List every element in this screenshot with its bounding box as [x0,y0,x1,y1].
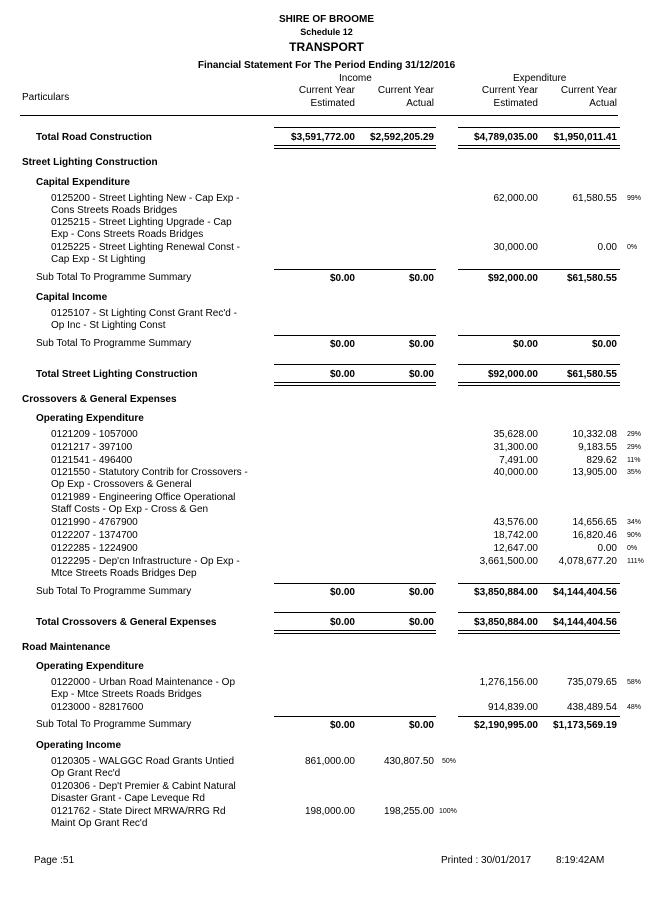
total-road-income-top-rule [274,127,436,128]
subtotal-income-actual: $0.00 [408,587,434,598]
line-item-expenditure-estimated: 35,628.00 [493,429,538,440]
line-item-label: Staff Costs - Op Exp - Cross & Gen [51,504,209,515]
subtotal-income-estimated: $0.00 [329,339,355,350]
header-divider [20,115,618,116]
line-item-label: Cap Exp - St Lighting [51,254,146,265]
total-income-top-rule [274,364,436,365]
line-item-label: Op Grant Rec'd [51,768,121,779]
total-income-double-rule [274,630,436,634]
total-expenditure-actual: $61,580.55 [566,369,617,380]
line-item-percent: 111% [627,558,644,565]
line-item-label: 0121541 - 496400 [51,455,133,466]
line-item-percent: 35% [627,469,642,476]
line-item-expenditure-actual: 14,656.65 [572,517,617,528]
line-item-label: 0125200 - Street Lighting New - Cap Exp - [51,193,240,204]
line-item-percent: 50% [442,758,457,765]
particulars-header: Particulars [22,92,70,103]
road-maintenance-opex-title: Operating Expenditure [36,661,144,672]
subtotal-expenditure-actual: $1,173,569.19 [553,720,617,731]
expenditure-group-label: Expenditure [513,73,567,84]
total-income-actual: $0.00 [408,617,434,628]
page-number: Page :51 [34,855,75,866]
line-item-expenditure-actual: 0.00 [597,543,617,554]
line-item-income-actual: 198,255.00 [383,806,434,817]
line-item-income-actual: 430,807.50 [383,756,434,767]
street-lighting-capex-title: Capital Expenditure [36,177,130,188]
line-item-percent: 99% [627,195,642,202]
line-item-label: Op Exp - Crossovers & General [51,479,192,490]
subtotal-income-estimated: $0.00 [329,273,355,284]
line-item-label: Disaster Grant - Cape Leveque Rd [51,793,205,804]
line-item-label: 0122000 - Urban Road Maintenance - Op [51,677,236,688]
line-item-percent: 58% [627,679,642,686]
line-item-percent: 100% [439,808,457,815]
subtotal-label: Sub Total To Programme Summary [36,719,192,730]
total-road-expenditure-double-rule [458,145,620,149]
income-actual-header-l1: Current Year [377,85,434,96]
subtotal-expenditure-estimated: $92,000.00 [487,273,538,284]
line-item-expenditure-actual: 4,078,677.20 [558,556,617,567]
line-item-label: Mtce Streets Roads Bridges Dep [51,568,197,579]
subtotal-expenditure-estimated: $3,850,884.00 [474,587,538,598]
line-item-expenditure-estimated: 12,647.00 [493,543,538,554]
line-item-expenditure-actual: 61,580.55 [572,193,617,204]
line-item-percent: 11% [627,457,641,464]
crossovers-section-title: Crossovers & General Expenses [22,394,177,405]
line-item-label: Exp - Cons Streets Roads Bridges [51,229,204,240]
line-item-expenditure-actual: 16,820.46 [572,530,617,541]
subtotal-expenditure-estimated: $0.00 [512,339,538,350]
org-name: SHIRE OF BROOME [278,14,374,25]
subtotal-expenditure-actual: $4,144,404.56 [553,587,617,598]
expenditure-actual-header-l2: Actual [589,98,617,109]
line-item-percent: 29% [627,444,642,451]
total-road-construction-label: Total Road Construction [36,132,152,143]
line-item-percent: 0% [627,545,638,552]
total-road-income-actual: $2,592,205.29 [370,132,434,143]
line-item-label: 0121989 - Engineering Office Operational [51,492,236,503]
road-maintenance-section-title: Road Maintenance [22,642,111,653]
income-group-label: Income [339,73,372,84]
subtotal-expenditure-estimated: $2,190,995.00 [474,720,538,731]
income-estimated-header-l2: Estimated [310,98,355,109]
road-maintenance-opinc-title: Operating Income [36,740,122,751]
total-road-expenditure-estimated: $4,789,035.00 [474,132,538,143]
expenditure-estimated-header-l2: Estimated [493,98,538,109]
total-crossovers-label: Total Crossovers & General Expenses [36,617,217,628]
line-item-label: 0122295 - Dep'cn Infrastructure - Op Exp - [51,556,240,567]
line-item-expenditure-estimated: 40,000.00 [493,467,538,478]
total-expenditure-estimated: $3,850,884.00 [474,617,538,628]
page-title: TRANSPORT [289,40,364,54]
line-item-income-estimated: 861,000.00 [304,756,355,767]
subtotal-expenditure-actual: $61,580.55 [566,273,617,284]
printed-time: 8:19:42AM [556,855,605,866]
line-item-expenditure-estimated: 914,839.00 [487,702,538,713]
line-item-label: 0125215 - Street Lighting Upgrade - Cap [51,217,232,228]
line-item-label: Exp - Mtce Streets Roads Bridges [51,689,202,700]
subtotal-label: Sub Total To Programme Summary [36,272,192,283]
subtotal-income-rule [274,716,436,717]
line-item-expenditure-actual: 438,489.54 [566,702,617,713]
income-estimated-header-l1: Current Year [298,85,355,96]
schedule-label: Schedule 12 [300,27,353,37]
total-road-income-double-rule [274,145,436,149]
line-item-expenditure-actual: 735,079.65 [566,677,617,688]
total-income-estimated: $0.00 [329,369,355,380]
street-lighting-capinc-title: Capital Income [36,292,108,303]
line-item-income-estimated: 198,000.00 [304,806,355,817]
subtotal-income-rule [274,335,436,336]
total-income-top-rule [274,612,436,613]
line-item-label: Maint Op Grant Rec'd [51,818,148,829]
subtotal-expenditure-rule [458,269,620,270]
line-item-expenditure-actual: 9,183.55 [578,442,617,453]
total-street-lighting-label: Total Street Lighting Construction [36,369,198,380]
income-actual-header-l2: Actual [406,98,434,109]
subtotal-expenditure-rule [458,583,620,584]
total-expenditure-estimated: $92,000.00 [487,369,538,380]
line-item-expenditure-estimated: 18,742.00 [493,530,538,541]
line-item-percent: 34% [627,519,642,526]
line-item-label: 0125107 - St Lighting Const Grant Rec'd - [51,308,237,319]
crossovers-opex-title: Operating Expenditure [36,413,144,424]
total-expenditure-actual: $4,144,404.56 [553,617,617,628]
subtotal-income-estimated: $0.00 [329,720,355,731]
total-road-expenditure-actual: $1,950,011.41 [553,132,617,143]
subtotal-expenditure-rule [458,716,620,717]
line-item-expenditure-estimated: 30,000.00 [493,242,538,253]
line-item-label: 0120306 - Dep't Premier & Cabint Natural [51,781,236,792]
line-item-label: 0122285 - 1224900 [51,543,138,554]
statement-subtitle: Financial Statement For The Period Ending 31/12/2016 [197,60,456,71]
line-item-expenditure-estimated: 31,300.00 [493,442,538,453]
total-expenditure-top-rule [458,364,620,365]
line-item-percent: 90% [627,532,642,539]
line-item-label: 0121990 - 4767900 [51,517,138,528]
line-item-percent: 29% [627,431,642,438]
expenditure-actual-header-l1: Current Year [560,85,617,96]
line-item-expenditure-actual: 10,332.08 [572,429,617,440]
subtotal-income-estimated: $0.00 [329,587,355,598]
subtotal-income-actual: $0.00 [408,273,434,284]
subtotal-label: Sub Total To Programme Summary [36,338,192,349]
total-road-income-estimated: $3,591,772.00 [291,132,355,143]
total-income-estimated: $0.00 [329,617,355,628]
subtotal-expenditure-actual: $0.00 [591,339,617,350]
line-item-expenditure-estimated: 43,576.00 [493,517,538,528]
line-item-label: 0121550 - Statutory Contrib for Crossovers - [51,467,248,478]
line-item-label: 0121209 - 1057000 [51,429,138,440]
street-lighting-section-title: Street Lighting Construction [22,157,158,168]
line-item-label: 0121217 - 397100 [51,442,133,453]
line-item-percent: 0% [627,244,638,251]
total-road-expenditure-top-rule [458,127,620,128]
subtotal-label: Sub Total To Programme Summary [36,586,192,597]
subtotal-income-rule [274,269,436,270]
line-item-expenditure-estimated: 3,661,500.00 [479,556,538,567]
total-expenditure-double-rule [458,630,620,634]
line-item-label: 0125225 - Street Lighting Renewal Const - [51,242,241,253]
line-item-label: 0122207 - 1374700 [51,530,138,541]
subtotal-income-actual: $0.00 [408,339,434,350]
line-item-expenditure-actual: 829.62 [586,455,617,466]
line-item-expenditure-estimated: 62,000.00 [493,193,538,204]
line-item-label: 0121762 - State Direct MRWA/RRG Rd [51,806,226,817]
total-expenditure-double-rule [458,382,620,386]
total-expenditure-top-rule [458,612,620,613]
subtotal-income-actual: $0.00 [408,720,434,731]
line-item-label: 0123000 - 82817600 [51,702,144,713]
line-item-expenditure-estimated: 1,276,156.00 [479,677,538,688]
subtotal-expenditure-rule [458,335,620,336]
total-income-actual: $0.00 [408,369,434,380]
printed-date: Printed : 30/01/2017 [441,855,532,866]
line-item-expenditure-actual: 13,905.00 [572,467,617,478]
line-item-expenditure-estimated: 7,491.00 [499,455,538,466]
line-item-label: 0120305 - WALGGC Road Grants Untied [51,756,235,767]
total-income-double-rule [274,382,436,386]
subtotal-income-rule [274,583,436,584]
expenditure-estimated-header-l1: Current Year [481,85,538,96]
line-item-percent: 48% [627,704,642,711]
line-item-label: Cons Streets Roads Bridges [51,205,178,216]
line-item-label: Op Inc - St Lighting Const [51,320,166,331]
line-item-expenditure-actual: 0.00 [597,242,617,253]
